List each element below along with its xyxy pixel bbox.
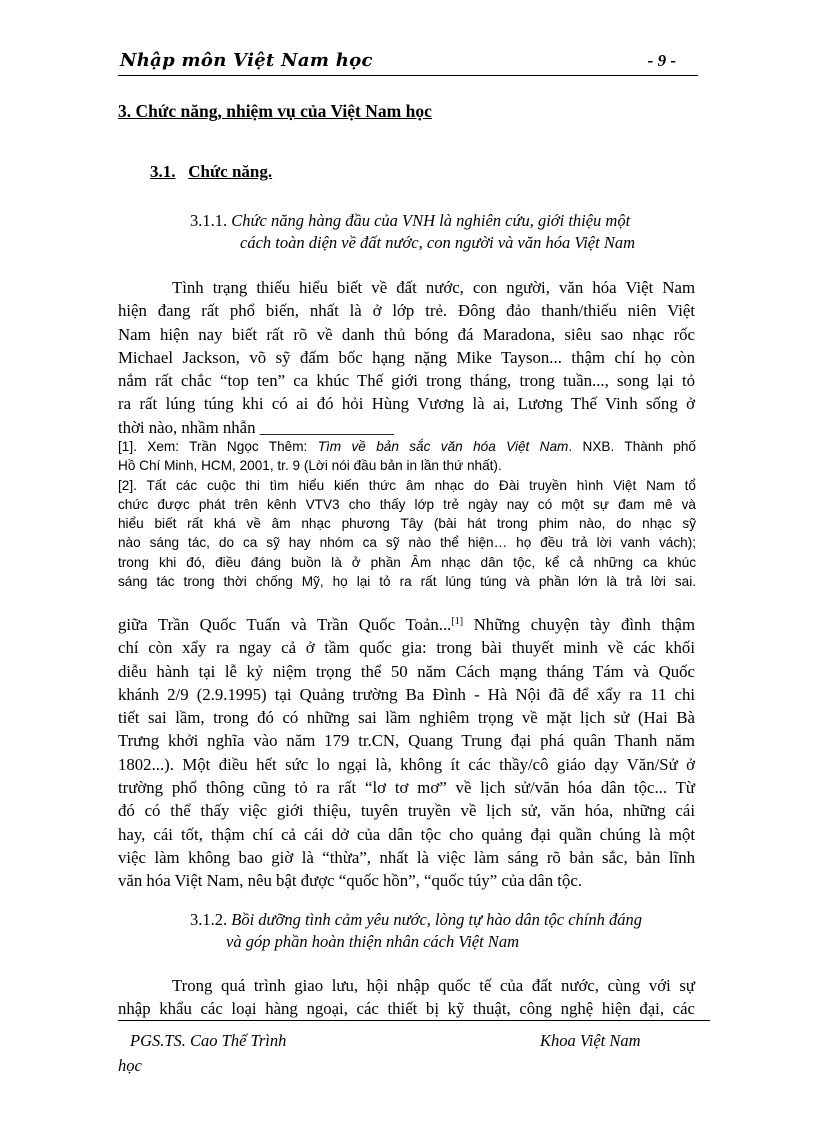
paragraph-3 [118,974,695,1021]
subsection-3-1-1-heading [190,210,720,254]
paragraph-line: hay, cái tốt, thậm chí cả cái dở của dân tộc cho quảng đại quần chúng là một [118,824,695,844]
paragraph-line: nắm rất chắc “top ten” ca khúc Thế giới trong tháng, trong tuần..., song lại tỏ [118,371,695,391]
paragraph-line: Nam hiện nay biết rất rõ về danh thủ bóng đá Maradona, siêu sao nhạc rốc [118,324,695,344]
section-3-heading: 3. Chức năng, nhiệm vụ của Việt Nam học [118,101,432,121]
footnote-2-line: hiểu biết rất khá về âm nhạc phương Tây (bài hát trong phim nào, do nhạc sỹ [118,516,696,532]
subsection-title-line2: cách toàn diện về đất nước, con người và văn hóa Việt Nam [240,233,636,252]
paragraph-line: 1802...). Một điều hết sức lo ngại là, không ít các thầy/cô giáo dạy Văn/Sử ở [118,754,695,774]
paragraph-text: Những chuyện tày đình thậm [463,615,695,634]
footnote-2-line: sáng tác trong thời chống Mỹ, họ lại tỏ ra rất lúng túng và phần lớn là trả lời sai. [118,574,696,590]
paragraph-2 [118,613,695,893]
paragraph-line: trường phổ thông cũng tỏ ra rất “lơ tơ mơ” về lịch sử/văn hóa dân tộc... Từ [118,778,695,798]
section-3-1-heading [150,162,272,182]
paragraph-text: thời nào, nhầm nhẫn [118,417,256,437]
paragraph-line: Trưng khởi nghĩa vào năm 179 tr.CN, Quang Trung đại phá quân Thanh năm [118,731,695,751]
footnote-2-line: trong khi đó, điều đáng buồn là ở phần Âm nhạc dân tộc, kể cả những ca khúc [118,554,696,570]
footnote-text: [1]. Xem: Trần Ngọc Thêm: [118,439,318,454]
section-3-1-number: 3.1. [150,162,176,181]
page-header [118,47,698,76]
footer-author-continuation: học [118,1056,142,1075]
footer-divider [118,1020,710,1021]
paragraph-line: hiện đang rất phổ biến, nhất là ở lớp trẻ. Đông đảo thanh/thiếu niên Việt [118,301,695,321]
subsection-number: 3.1.1. [190,211,228,230]
header-title: Nhập môn Việt Nam học [120,50,373,71]
subsection-number: 3.1.2. [190,910,228,929]
paragraph-line: Trong quá trình giao lưu, hội nhập quốc tế của đất nước, cùng với sự [172,976,695,995]
paragraph-line: Michael Jackson, võ sỹ đấm bốc hạng nặng Mike Tayson... thậm chí họ còn [118,347,695,367]
footer-author: PGS.TS. Cao Thế Trình [130,1031,287,1050]
subsection-3-1-2-heading [190,909,720,953]
footnote-2-line: [2]. Tất các cuộc thi tìm hiểu kiến thức âm nhạc do Đài truyền hình Việt Nam tổ [118,477,696,493]
footnote-separator: ________________ [259,417,394,437]
footnote-2-line: chức được phát trên kênh VTV3 cho thấy lớp trẻ ngày nay có một sự đam mê và [118,496,696,512]
footnote-ref: [1] [451,616,464,627]
footnote-text: . NXB. Thành phố [568,439,696,454]
footnote-1-line2: Hồ Chí Minh, HCM, 2001, tr. 9 (Lời nói đầu bản in lần thứ nhất). [118,458,502,474]
paragraph-line [118,613,695,636]
footnotes [118,437,696,591]
subsection-title-line2: và góp phần hoàn thiện nhân cách Việt Nam [226,932,519,951]
paragraph-line: diễu hành tại lễ kỷ niệm trọng thể 50 năm Cách mạng tháng Tám và Quốc [118,661,695,681]
page-number: - 9 - [647,51,676,70]
paragraph-1 [118,276,695,439]
footer-department: Khoa Việt Nam [540,1031,641,1050]
paragraph-line: đó có thể thấy việc giới thiệu, tuyên truyền về lịch sử, văn hóa, những cái [118,801,695,821]
paragraph-line: Tình trạng thiếu hiểu biết về đất nước, con người, văn hóa Việt Nam [172,278,695,297]
footnote-1-line1 [118,437,696,456]
paragraph-text: giữa Trần Quốc Tuấn và Trần Quốc Toản... [118,615,452,634]
footnote-book-title: Tìm về bản sắc văn hóa Việt Nam [317,439,569,454]
paragraph-line: ra rất lúng túng khi có ai đó hỏi Hùng Vương là ai, Lương Thế Vinh sống ở [118,394,695,414]
paragraph-line: văn hóa Việt Nam, nêu bật được “quốc hồn”, “quốc túy” của dân tộc. [118,871,582,891]
paragraph-line [118,416,695,439]
footnote-2-line: nào sáng tác, do ca sỹ hay nhóm ca sỹ nào thể hiện… họ đều trả lời vanh vách); [118,535,696,551]
paragraph-line: việc làm không bao giờ là “thừa”, nhất là việc làm sáng rõ bản sắc, bản lĩnh [118,847,695,867]
paragraph-line: chí còn xẩy ra ngay cả ở tầm quốc gia: trong bài thuyết minh về các khối [118,638,695,658]
paragraph-line: khánh 2/9 (2.9.1995) tại Quảng trường Ba Đình - Hà Nội đã để xẩy ra 11 chi [118,684,695,704]
section-3-1-title: Chức năng. [188,162,273,181]
subsection-title-line1: Bồi dưỡng tình cảm yêu nước, lòng tự hào dân tộc chính đáng [231,910,643,929]
subsection-title-line1: Chức năng hàng đầu của VNH là nghiên cứu, giới thiệu một [231,211,631,230]
paragraph-line: nhập khẩu các loại hàng ngoại, các thiết bị kỹ thuật, công nghệ hiện đại, các [118,999,695,1019]
paragraph-line: tiết sai lầm, trong đó có những sai lầm nghiêm trọng về mặt lịch sử (Hai Bà [118,708,695,728]
